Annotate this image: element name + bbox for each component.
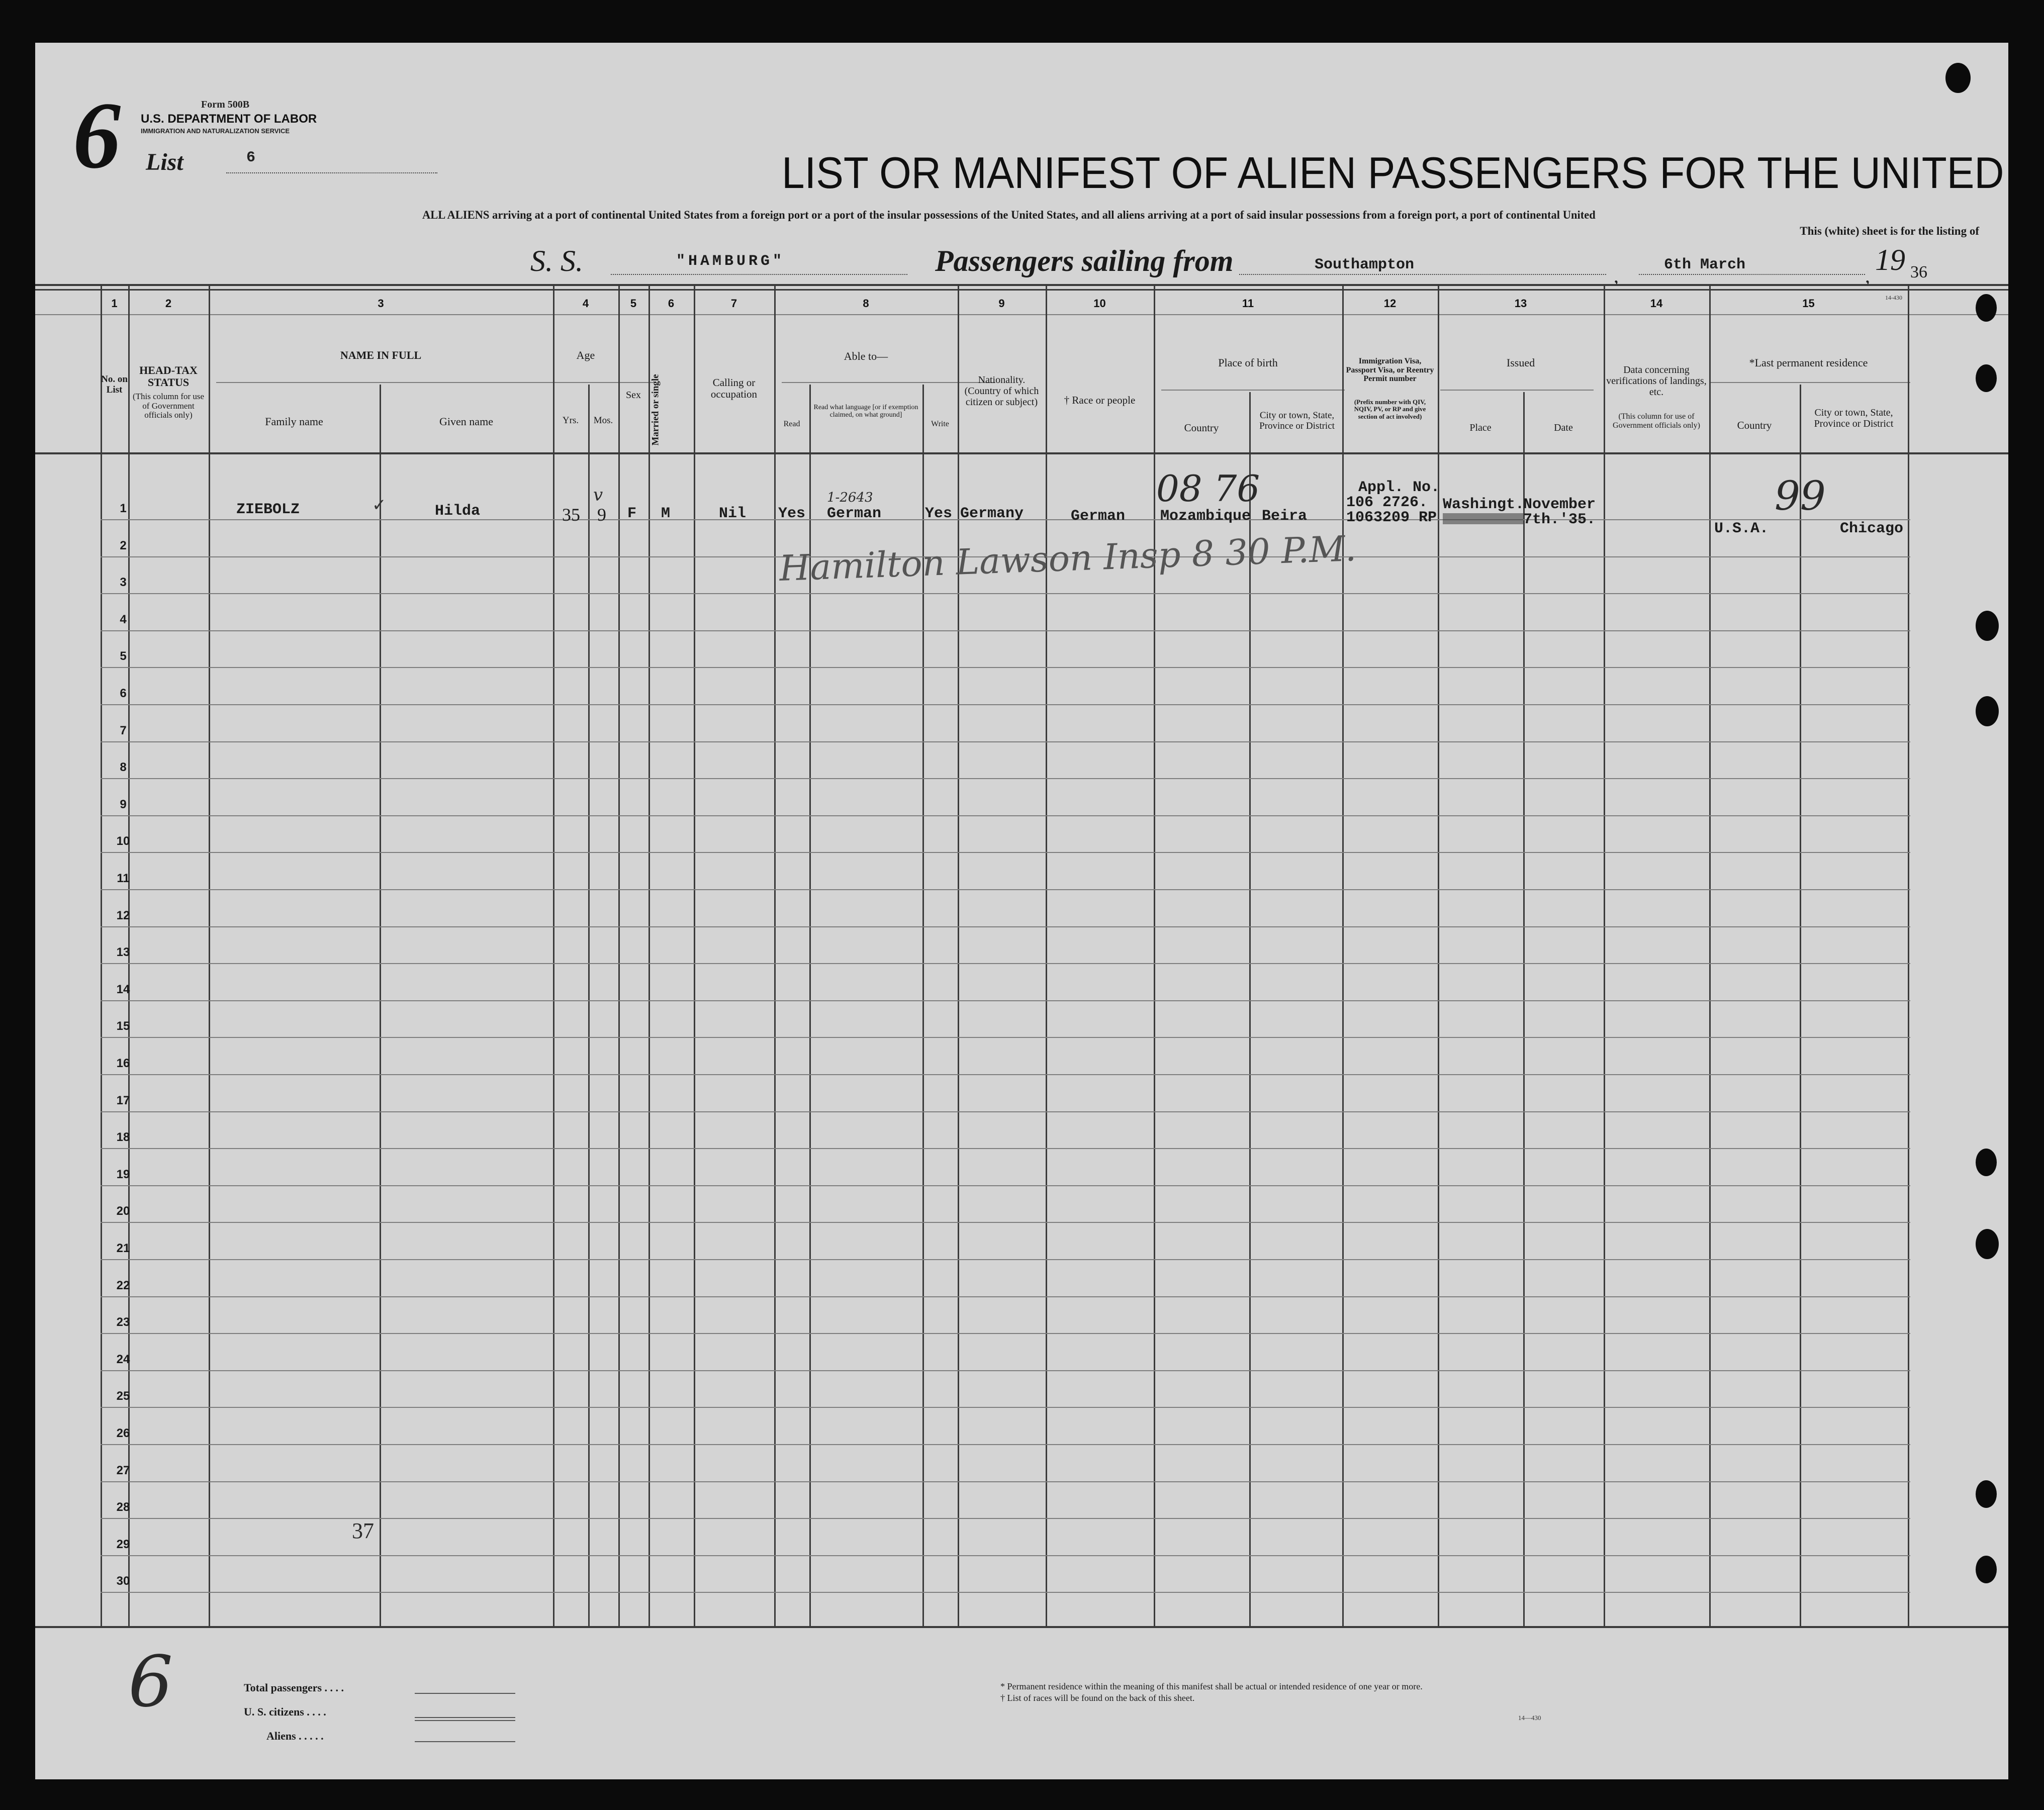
issued-date-2: 7th.'35. (1523, 511, 1596, 528)
binder-hole (1976, 294, 1997, 322)
list-label: List (146, 149, 183, 175)
row-rule (101, 704, 1910, 705)
residence-subhead-rule (1709, 382, 1910, 383)
year-suffix: 36 (1910, 263, 1927, 281)
row-number: 24 (116, 1352, 130, 1366)
marital-status: M (661, 505, 671, 522)
issued-subhead-rule (1440, 390, 1594, 391)
col-divider (1908, 284, 1909, 1626)
aliens-line (415, 1741, 515, 1742)
ss-label: S. S. (530, 244, 583, 277)
row-rule (101, 667, 1910, 668)
read-language-header: Read what language [or if exemption claimed, on what ground] (813, 404, 918, 419)
sailing-label: Passengers sailing from (935, 244, 1234, 277)
row-rule (101, 815, 1910, 816)
port-name: Southampton (1315, 256, 1415, 273)
visa-line-2: 106 2726. (1346, 494, 1428, 511)
header-top-rule-2 (35, 289, 2008, 291)
form-big-number: 6 (73, 83, 121, 188)
row-number: 19 (116, 1167, 130, 1181)
row-number: 29 (116, 1537, 130, 1551)
row-number: 11 (117, 872, 130, 885)
handwritten-code-language: 1-2643 (827, 490, 873, 505)
footnote-code: 14—430 (1518, 1714, 1541, 1722)
binder-hole (1976, 1229, 1999, 1259)
residence-city: Chicago (1840, 520, 1904, 537)
col-number-8: 8 (863, 297, 869, 310)
married-header: Married or single (650, 374, 661, 446)
issued-header: Issued (1506, 356, 1535, 369)
col-divider (209, 284, 210, 1626)
col-divider (553, 284, 554, 1626)
row-rule (101, 741, 1910, 742)
footnote-residence: * Permanent residence within the meaning of this manifest shall be actual or intended residence of one year or more. (1000, 1681, 1423, 1691)
family-name: ZIEBOLZ (236, 501, 300, 518)
visa-line-1: Appl. No. (1358, 479, 1440, 496)
binder-hole (1945, 63, 1971, 93)
row-number: 22 (116, 1278, 130, 1292)
binder-hole (1976, 1149, 1997, 1176)
residence-country: U.S.A. (1714, 520, 1769, 537)
sailing-date: 6th March (1664, 256, 1746, 273)
can-write: Yes (925, 505, 953, 522)
manifest-subtitle-2: This (white) sheet is for the listing of (1800, 225, 1979, 237)
row-rule (101, 852, 1910, 853)
row-rule (101, 1370, 1910, 1371)
data-concerning-header: Data concerning verifications of landings, etc. (1606, 364, 1707, 398)
col-number-3: 3 (378, 297, 384, 310)
name-in-full-header: NAME IN FULL (340, 349, 422, 361)
row-rule (101, 1037, 1910, 1038)
row-number: 15 (116, 1019, 130, 1033)
col-divider (1154, 284, 1155, 1626)
col-number-13: 13 (1514, 297, 1527, 310)
col-number-12: 12 (1383, 297, 1397, 310)
able-to-header: Able to— (844, 350, 888, 362)
read-language: German (827, 505, 882, 522)
col-divider (618, 284, 620, 1626)
ship-underline (611, 274, 907, 275)
row-rule (101, 1555, 1910, 1556)
list-value: 6 (246, 149, 256, 166)
col-divider (588, 385, 590, 1626)
issued-date-1: November (1523, 496, 1596, 513)
visa-line-3: 1063209 RP (1346, 509, 1437, 526)
column-number-rule (35, 314, 2008, 315)
row-rule (101, 1296, 1910, 1297)
row-number: 6 (120, 687, 127, 700)
nationality: Germany (960, 505, 1024, 522)
col-number-11: 11 (1242, 297, 1254, 310)
margin-handwritten-six: 6 (128, 1641, 173, 1723)
row-rule (101, 630, 1910, 631)
row-number: 26 (116, 1426, 130, 1440)
col-divider (1249, 392, 1251, 1626)
row-rule (101, 1333, 1910, 1334)
age-header: Age (576, 349, 595, 361)
residence-country-header: Country (1737, 419, 1772, 431)
row-number: 2 (120, 538, 127, 552)
col-number-5: 5 (630, 297, 637, 310)
struck-out-text (1443, 513, 1523, 524)
row-rule (101, 1185, 1910, 1186)
row-rule (101, 778, 1910, 779)
can-read: Yes (778, 505, 806, 522)
col-divider (1342, 284, 1344, 1626)
col-number-7: 7 (730, 297, 737, 310)
header-bottom-rule (35, 452, 2008, 454)
row-number: 27 (116, 1463, 130, 1477)
handwritten-code-birth: 08 76 (1156, 467, 1260, 510)
row-number: 16 (116, 1057, 130, 1070)
row-number: 1 (120, 502, 127, 515)
occupation: Nil (719, 505, 747, 522)
col-divider (774, 284, 776, 1626)
checkmark: ✓ (372, 496, 387, 515)
col-divider (694, 284, 695, 1626)
row-rule (101, 1259, 1910, 1260)
binder-hole (1976, 364, 1997, 392)
name-subhead-rule (216, 382, 596, 383)
row-rule (101, 963, 1910, 964)
row-number: 20 (116, 1204, 130, 1218)
given-name: Hilda (435, 503, 481, 520)
row-rule (101, 593, 1910, 594)
row-number: 25 (116, 1389, 130, 1403)
table-bottom-rule (35, 1626, 2008, 1628)
handwritten-check: v (593, 485, 603, 505)
col-divider (1604, 284, 1605, 1626)
head-tax-note: (This column for use of Government officials only) (132, 392, 205, 420)
inspector-signature: Hamilton Lawson Insp 8 30 P.M. (778, 527, 1357, 590)
race: German (1071, 508, 1126, 525)
col-number-2: 2 (165, 297, 172, 310)
head-tax-header: HEAD-TAX STATUS (139, 364, 198, 389)
row-number: 14 (116, 982, 130, 996)
row-rule (101, 1481, 1910, 1482)
nationality-header: Nationality. (Country of which citizen or subject) (964, 374, 1039, 408)
form-number: Form 500B (201, 99, 250, 110)
issued-place: Washingt. (1443, 496, 1525, 513)
col-number-10: 10 (1093, 297, 1106, 310)
total-passengers-line (415, 1693, 515, 1694)
read-header: Read (783, 420, 800, 428)
birth-city-header: City or town, State, Province or District (1259, 410, 1335, 431)
col-number-4: 4 (582, 297, 589, 310)
no-on-list-header: No. on List (101, 374, 128, 395)
row-rule (101, 1222, 1910, 1223)
manifest-sheet (35, 43, 2008, 1779)
row-rule (101, 1000, 1910, 1001)
col-divider (1046, 284, 1047, 1626)
date-underline (1639, 274, 1865, 275)
race-header: † Race or people (1064, 394, 1136, 406)
row-number: 5 (120, 649, 127, 663)
last-residence-header: *Last permanent residence (1749, 356, 1868, 369)
col-divider (648, 284, 650, 1626)
corner-code: 14-430 (1885, 294, 1902, 301)
row-number: 17 (116, 1093, 130, 1107)
row-rule (101, 926, 1910, 927)
list-underline (226, 172, 437, 173)
comma: , (1614, 264, 1619, 287)
col-number-6: 6 (668, 297, 675, 310)
age-months: 9 (597, 505, 606, 525)
binder-hole (1976, 1480, 1997, 1508)
handwritten-code-residence: 99 (1775, 472, 1826, 519)
years-header: Yrs. (562, 415, 579, 426)
row-number: 3 (120, 576, 127, 590)
row-rule (101, 1592, 1910, 1593)
given-name-header: Given name (439, 415, 493, 428)
write-header: Write (931, 420, 949, 428)
months-header: Mos. (593, 415, 613, 426)
birth-subhead-rule (1161, 390, 1345, 391)
row-rule (101, 1111, 1910, 1112)
col-divider (1709, 284, 1711, 1626)
col-number-1: 1 (111, 297, 118, 310)
row-number: 23 (116, 1315, 130, 1329)
row-rule (101, 1074, 1910, 1075)
row-number: 8 (120, 760, 127, 775)
total-passengers-label: Total passengers . . . . (244, 1681, 344, 1694)
us-citizens-line (415, 1717, 515, 1718)
row-number: 28 (116, 1500, 130, 1514)
row-number: 18 (116, 1130, 130, 1145)
manifest-subtitle: ALL ALIENS arriving at a port of continental United States from a foreign port or a port of the insular possessions of the United States, and all aliens arriving at a port of said insular possessions from a foreign port, a port of continental United (422, 209, 1596, 221)
us-citizens-line-2 (415, 1720, 515, 1721)
row-rule (101, 1407, 1910, 1408)
data-concerning-note: (This column for use of Government officials only) (1613, 412, 1700, 430)
row-number: 21 (116, 1242, 130, 1255)
binder-hole (1976, 1556, 1997, 1583)
row-rule (101, 1444, 1910, 1445)
binder-hole (1976, 696, 1999, 726)
row-number: 4 (120, 612, 127, 626)
residence-city-header: City or town, State, Province or District (1814, 407, 1894, 429)
col-divider (1523, 392, 1525, 1626)
issued-place-header: Place (1469, 422, 1492, 433)
col-number-15: 15 (1802, 297, 1815, 310)
col-number-14: 14 (1650, 297, 1663, 310)
calling-header: Calling or occupation (710, 376, 758, 401)
aliens-label: Aliens . . . . . (266, 1730, 324, 1742)
footnote-races: † List of races will be found on the back of this sheet. (1000, 1693, 1195, 1703)
ship-name: "HAMBURG" (676, 253, 785, 270)
visa-header: Immigration Visa, Passport Visa, or Reentry Permit number (1346, 357, 1434, 384)
row-number: 9 (120, 797, 127, 811)
col-divider (1800, 385, 1801, 1626)
row-number: 10 (116, 834, 130, 848)
sex-header: Sex (626, 390, 641, 401)
year-prefix: 19 (1875, 243, 1905, 276)
birth-country-header: Country (1184, 422, 1219, 434)
comma-2: , (1865, 264, 1870, 287)
issued-date-header: Date (1554, 422, 1573, 433)
birth-country: Mozambique (1160, 508, 1251, 525)
bottom-handwritten-number: 37 (352, 1518, 374, 1543)
service-name: IMMIGRATION AND NATURALIZATION SERVICE (141, 127, 290, 135)
birth-city: Beira (1262, 508, 1308, 525)
col-number-9: 9 (998, 297, 1005, 310)
manifest-title: LIST OR MANIFEST OF ALIEN PASSENGERS FOR THE UNITED (782, 148, 2004, 198)
col-divider (958, 284, 959, 1626)
port-underline (1239, 274, 1606, 275)
visa-note: (Prefix number with QIV, NQIV, PV, or RP and give section of act involved) (1354, 398, 1426, 420)
row-number: 7 (120, 723, 127, 737)
row-number: 30 (116, 1574, 130, 1588)
age-subhead-rule (561, 382, 654, 383)
row-number: 12 (116, 908, 130, 922)
row-rule (101, 1148, 1910, 1149)
place-of-birth-header: Place of birth (1218, 356, 1278, 369)
us-citizens-label: U. S. citizens . . . . (244, 1705, 326, 1718)
department-name: U.S. DEPARTMENT OF LABOR (141, 112, 317, 126)
row-rule (101, 889, 1910, 890)
family-name-header: Family name (265, 415, 323, 428)
header-top-rule (35, 284, 2008, 286)
col-divider (380, 385, 381, 1626)
binder-hole (1976, 611, 1999, 641)
age-years: 35 (562, 505, 580, 525)
sex: F (627, 505, 637, 522)
row-number: 13 (116, 945, 130, 960)
